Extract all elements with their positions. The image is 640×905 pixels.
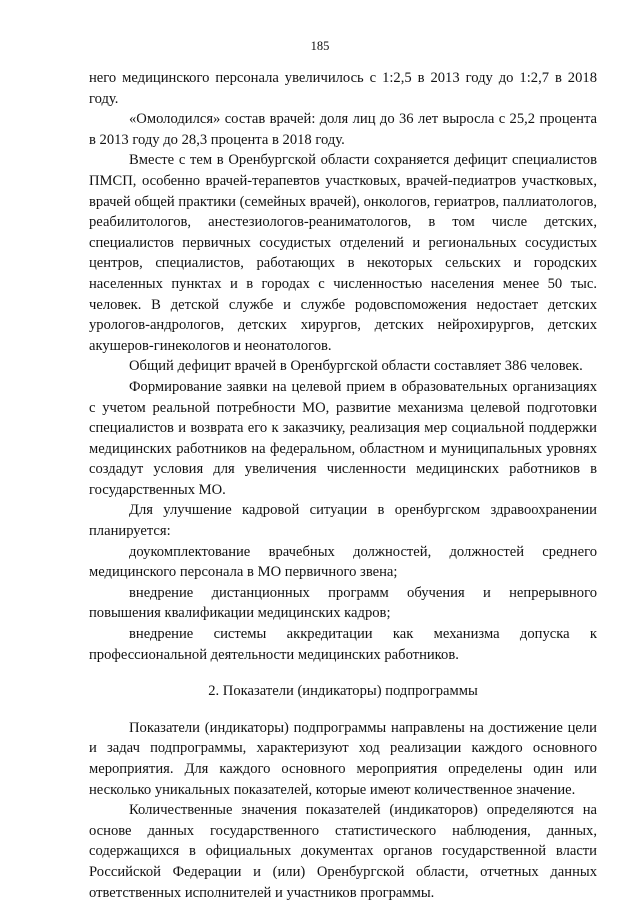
paragraph-total-shortage: Общий дефицит врачей в Оренбургской области составляет 386 человек. xyxy=(129,358,583,375)
list-item-staffing: доукомплектование врачебных должностей, должностей среднего медицинского персонала в МО первичного звена; xyxy=(89,543,597,581)
paragraph-targeted-admission: Формирование заявки на целевой прием в образовательных организациях с учетом реальной потребности МО, развитие механизма целевой подготовки специалистов и возврата его к заказчику, реализация мер социальной поддержки медицинских работников на федеральном, областном и муниципальных уровнях создадут условия для увеличения численности медицинских работников в государственных МО. xyxy=(89,378,597,498)
list-item-accreditation: внедрение системы аккредитации как механизма допуска к профессиональной деятельности медицинских работников. xyxy=(89,626,597,663)
paragraph-indicators-sources: Количественные значения показателей (индикаторов) определяются на основе данных государственного статистического наблюдения, данных, содержащихся в официальных документах органов государственной власти Российской Федерации и (или) Оренбургской области, отчетных данных ответственных исполнителей и участников программы. xyxy=(89,802,597,901)
paragraph-staffing-plan: Для улучшение кадровой ситуации в оренбургском здравоохранении планируется: xyxy=(89,502,597,540)
paragraph-indicators-purpose: Показатели (индикаторы) подпрограммы направлены на достижение цели и задач подпрограммы, характеризуют ход реализации каждого основного мероприятия. Для каждого основного мероприятия определены один или несколько уникальных показателей, которые имеют количественное значение. xyxy=(89,719,597,798)
list-item-distance-learning: внедрение дистанционных программ обучения и непрерывного повышения квалификации медицинских кадров; xyxy=(89,584,597,622)
section-heading: 2. Показатели (индикаторы) подпрограммы xyxy=(208,683,478,700)
page-number: 185 xyxy=(310,39,330,53)
paragraph-doctors-age: «Омолодился» состав врачей: доля лиц до 36 лет выросла с 25,2 процента в 2013 году до 28,3 процента в 2018 году. xyxy=(89,111,597,148)
paragraph-continuation: него медицинского персонала увеличилось с 1:2,5 в 2013 году до 1:2,7 в 2018 году. xyxy=(89,70,597,107)
document-body xyxy=(89,68,597,903)
paragraph-specialist-shortage: Вместе с тем в Оренбургской области сохраняется дефицит специалистов ПМСП, особенно врачей-терапевтов участковых, врачей-педиатров участковых, врачей общей практики (семейных врачей), онкологов, гериатров, паллиатологов, реабилитологов, анестезиологов-реаниматологов, в том числе детских, специалистов первичных сосудистых отделений и региональных сосудистых центров, специалистов, работающих в некоторых сельских и городских населенных пунктах и в городах с численностью населения менее 50 тыс. человек. В детской службе и службе родовспоможения недостает детских урологов-андрологов, детских хирургов, детских нейрохирургов, детских акушеров-гинекологов и неонатологов. xyxy=(89,152,597,354)
